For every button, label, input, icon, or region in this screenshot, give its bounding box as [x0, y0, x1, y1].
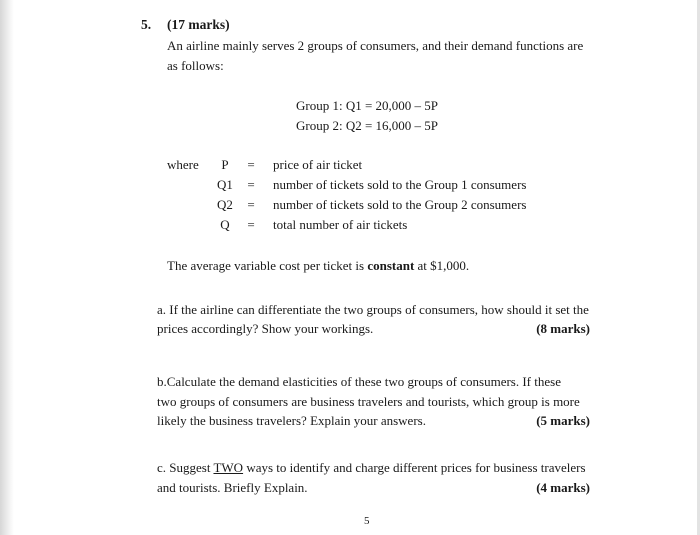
- avc-text-after: at $1,000.: [414, 258, 470, 273]
- variable-symbol: Q: [220, 217, 230, 232]
- question-number: 5.: [141, 17, 152, 32]
- page-number: 5: [364, 515, 370, 527]
- variable-equals: =: [247, 197, 255, 212]
- part-a-marks: (8 marks): [536, 321, 590, 336]
- demand-equation-group-1: Group 1: Q1 = 20,000 – 5P: [296, 98, 439, 113]
- part-b-line-1: b.Calculate the demand elasticities of these two groups of consumers. If these: [157, 374, 561, 389]
- part-c-line-1: [157, 460, 586, 476]
- part-c-text-before: c. Suggest: [157, 460, 214, 475]
- part-a-line-2: prices accordingly? Show your workings.: [157, 321, 374, 336]
- part-c-line-2: and tourists. Briefly Explain.: [157, 480, 308, 495]
- variable-equals: =: [247, 177, 255, 192]
- demand-equation-group-2: Group 2: Q2 = 16,000 – 5P: [296, 118, 439, 133]
- intro-line-1: An airline mainly serves 2 groups of consumers, and their demand functions are: [167, 38, 584, 53]
- variable-symbol: P: [221, 157, 229, 172]
- variable-symbol: Q1: [217, 177, 233, 192]
- variable-symbol: Q2: [217, 197, 233, 212]
- part-b-line-3: likely the business travelers? Explain your answers.: [157, 413, 426, 428]
- variable-equals: =: [247, 157, 255, 172]
- variable-description: number of tickets sold to the Group 2 consumers: [273, 197, 527, 212]
- variable-description: price of air ticket: [273, 157, 363, 172]
- page-left-edge: [0, 0, 14, 535]
- variable-equals: =: [247, 217, 255, 232]
- question-total-marks: (17 marks): [167, 17, 230, 32]
- avc-text-bold: constant: [367, 258, 415, 273]
- intro-line-2: as follows:: [167, 58, 224, 73]
- part-c-marks: (4 marks): [536, 480, 590, 495]
- average-variable-cost-statement: [167, 258, 469, 274]
- avc-text-before: The average variable cost per ticket is: [167, 258, 368, 273]
- part-c-underlined-two: TWO: [213, 460, 244, 475]
- part-b-line-2: two groups of consumers are business travelers and tourists, which group is more: [157, 394, 580, 409]
- variable-description: number of tickets sold to the Group 1 consumers: [273, 177, 527, 192]
- variable-description: total number of air tickets: [273, 217, 408, 232]
- where-label: where: [167, 157, 199, 172]
- part-a-line-1: a. If the airline can differentiate the two groups of consumers, how should it set the: [157, 302, 589, 317]
- part-b-marks: (5 marks): [536, 413, 590, 428]
- part-c-text-after: ways to identify and charge different prices for business travelers: [243, 460, 586, 475]
